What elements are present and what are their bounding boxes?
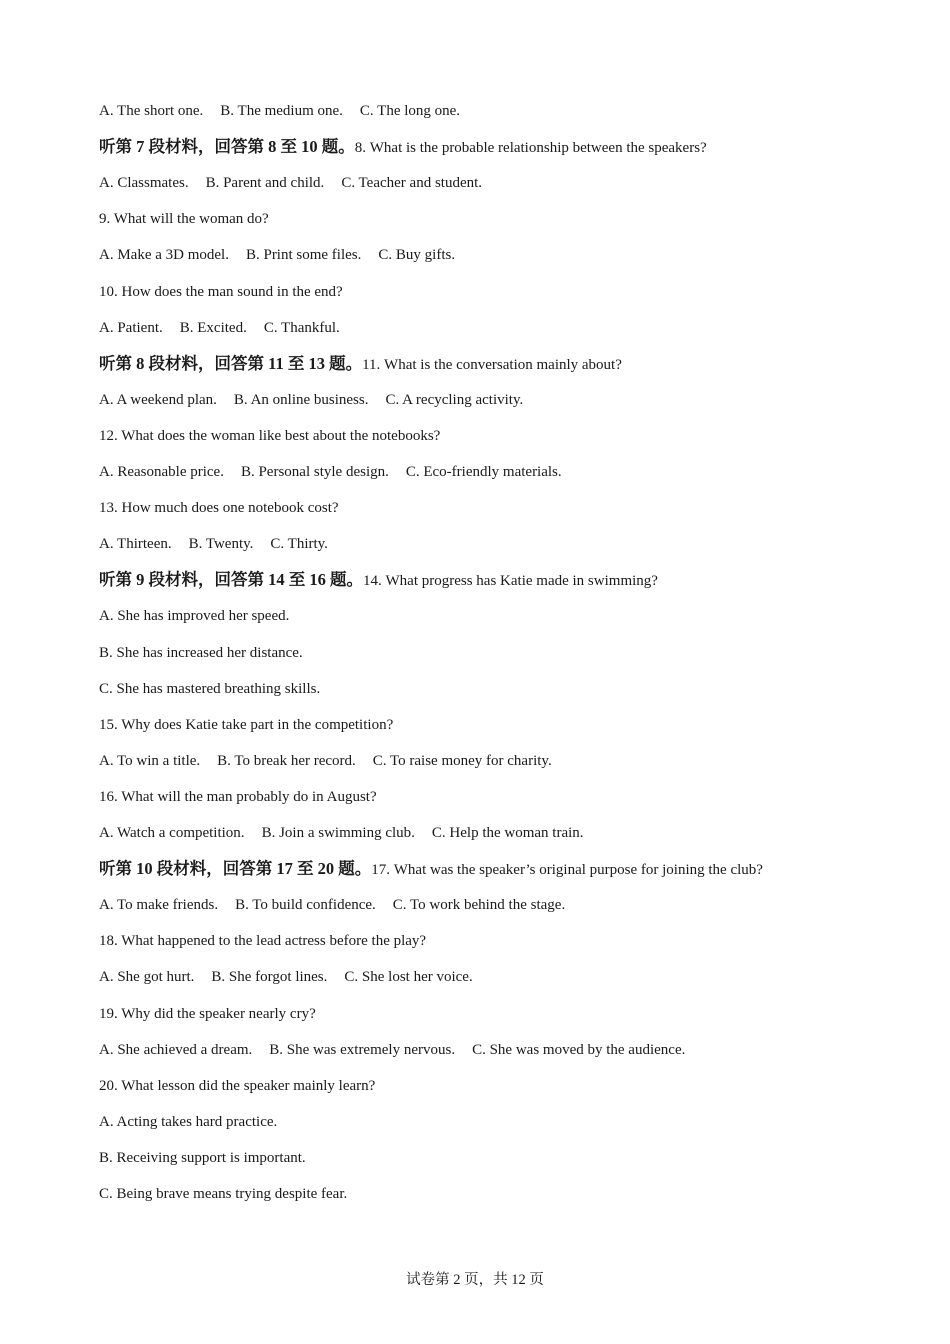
question-line: A. Acting takes hard practice.	[99, 1114, 278, 1130]
answer-option: B. An online business.	[233, 392, 369, 408]
answer-option: A. Classmates.	[99, 175, 189, 191]
section-header: 听第 9 段材料，回答第 14 至 16 题。	[99, 570, 363, 589]
answer-option: A. A weekend plan.	[99, 392, 217, 408]
answer-option: A. Reasonable price.	[99, 464, 224, 480]
answer-option: A. The short one.	[99, 103, 204, 119]
answer-option: C. The long one.	[359, 103, 461, 119]
question-line: C. Being brave means trying despite fear.	[99, 1186, 348, 1202]
answer-option: C. A recycling activity.	[385, 392, 524, 408]
question-line: C. She has mastered breathing skills.	[99, 681, 321, 697]
answer-option: A. To win a title.	[99, 753, 201, 769]
answer-option: A. Make a 3D model.	[99, 247, 229, 263]
section-line	[99, 137, 707, 158]
answer-options	[99, 390, 523, 410]
answer-option: C. Eco-friendly materials.	[405, 464, 562, 480]
question-line: 13. How much does one notebook cost?	[99, 500, 339, 516]
question-line: 19. Why did the speaker nearly cry?	[99, 1006, 316, 1022]
section-header: 听第 10 段材料，回答第 17 至 20 题。	[99, 859, 372, 878]
question-line: 10. How does the man sound in the end?	[99, 284, 343, 300]
question-line: 15. Why does Katie take part in the competition?	[99, 717, 394, 733]
answer-option: B. To break her record.	[217, 753, 356, 769]
page-footer: 试卷第 2 页，共 12 页	[406, 1272, 544, 1288]
section-line	[99, 859, 763, 880]
section-header: 听第 7 段材料，回答第 8 至 10 题。	[99, 137, 355, 156]
answer-option: B. Excited.	[179, 320, 247, 336]
question-line: 12. What does the woman like best about the notebooks?	[99, 428, 441, 444]
answer-options	[99, 895, 565, 915]
answer-option: A. To make friends.	[99, 897, 219, 913]
answer-options	[99, 751, 552, 771]
question-line: 16. What will the man probably do in August?	[99, 789, 377, 805]
answer-options	[99, 1040, 685, 1060]
answer-option: B. Twenty.	[188, 536, 254, 552]
section-line	[99, 354, 622, 375]
answer-option: C. To work behind the stage.	[392, 897, 566, 913]
answer-option: B. Print some files.	[245, 247, 362, 263]
question-line: 20. What lesson did the speaker mainly learn?	[99, 1078, 376, 1094]
question-text: 8. What is the probable relationship between the speakers?	[354, 140, 707, 156]
answer-option: C. She was moved by the audience.	[472, 1042, 686, 1058]
answer-options	[99, 318, 340, 338]
answer-options	[99, 823, 584, 843]
answer-option: C. To raise money for charity.	[372, 753, 552, 769]
answer-option: B. Parent and child.	[205, 175, 325, 191]
question-line: B. She has increased her distance.	[99, 645, 303, 661]
answer-option: C. Thirty.	[270, 536, 328, 552]
question-line: A. She has improved her speed.	[99, 608, 290, 624]
answer-option: A. Thirteen.	[99, 536, 172, 552]
answer-option: A. She got hurt.	[99, 969, 195, 985]
answer-option: C. Buy gifts.	[378, 247, 456, 263]
answer-options	[99, 101, 460, 121]
answer-options	[99, 967, 473, 987]
answer-options	[99, 173, 482, 193]
question-text: 11. What is the conversation mainly about?	[362, 357, 622, 373]
answer-option: B. Join a swimming club.	[261, 825, 415, 841]
answer-option: B. She was extremely nervous.	[269, 1042, 456, 1058]
question-line: 9. What will the woman do?	[99, 211, 269, 227]
section-line	[99, 570, 658, 591]
answer-option: B. She forgot lines.	[211, 969, 328, 985]
answer-options	[99, 245, 455, 265]
answer-option: A. Patient.	[99, 320, 163, 336]
question-line: 18. What happened to the lead actress before the play?	[99, 933, 427, 949]
answer-option: B. To build confidence.	[235, 897, 376, 913]
answer-option: C. She lost her voice.	[344, 969, 473, 985]
answer-option: A. Watch a competition.	[99, 825, 245, 841]
answer-option: C. Help the woman train.	[431, 825, 584, 841]
question-text: 14. What progress has Katie made in swimming?	[363, 573, 658, 589]
answer-option: B. The medium one.	[220, 103, 343, 119]
answer-option: C. Thankful.	[263, 320, 340, 336]
answer-options	[99, 534, 328, 554]
answer-option: C. Teacher and student.	[341, 175, 483, 191]
answer-options	[99, 462, 562, 482]
question-text: 17. What was the speaker’s original purpose for joining the club?	[371, 862, 763, 878]
question-line: B. Receiving support is important.	[99, 1150, 306, 1166]
section-header: 听第 8 段材料，回答第 11 至 13 题。	[99, 354, 363, 373]
answer-option: A. She achieved a dream.	[99, 1042, 253, 1058]
answer-option: B. Personal style design.	[240, 464, 389, 480]
